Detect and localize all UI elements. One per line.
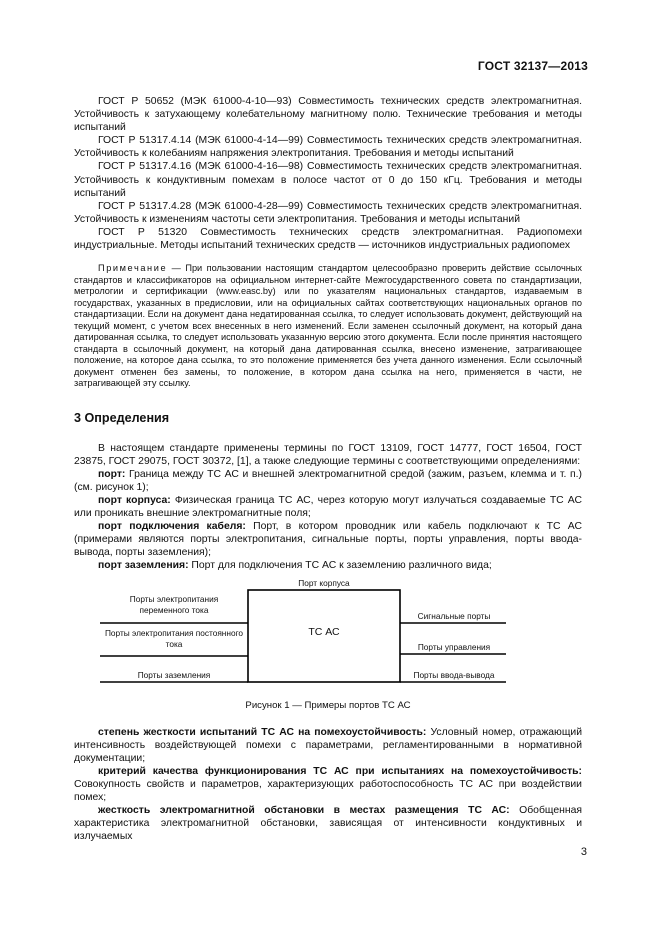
note-text: — При пользовании настоящим стандартом целесообразно проверить действие ссылочных стандартов и классификаторов на официальном интернет-сайте Межгосударственного совета по стандартизации, метрологии и сертификации (www.easc.by) или по указателям национальных стандартов, издаваемым в государствах, указанных в предисловии, или на официальных сайтах соответствующих национальных органов по стандартизации. Если на документ дана недатированная ссылка, то следует использовать документ, действующий на текущий момент, с учетом всех внесенных в него изменений. Если заменен ссылочный документ, на который дана датированная ссылка, то следует использовать указанную версию этого документа. Если после принятия настоящего стандарта в ссылочный документ, на который дана датированная ссылка, внесено изменение, затрагивающее положение, на которое дана ссылка, то это положение применяется без учета данного изменения. Если ссылочный документ отменен без замены, то положение, в котором дана ссылка на него, применяется в части, не затрагивающей эту ссылку. bbox=[74, 263, 582, 389]
note bbox=[74, 263, 582, 390]
enclosure-port-label: Порт корпуса bbox=[298, 577, 350, 588]
left-port-label: Порты заземления bbox=[137, 669, 211, 680]
right-port-label: Порты управления bbox=[417, 641, 491, 652]
definition bbox=[74, 804, 582, 843]
definition-term: жесткость электромагнитной обстановки в местах размещения ТС АС: bbox=[98, 805, 510, 817]
reference-entry: ГОСТ Р 51317.4.14 (МЭК 61000-4-14—99) Совместимость технических средств электромагнитная. Устойчивость к колебаниям напряжения электропитания. Требования и методы испытаний bbox=[74, 135, 582, 160]
definition bbox=[74, 520, 582, 559]
definition-text: Физическая граница ТС АС, через которую могут излучаться создаваемые ТС АС или проникать внешние электромагнитные поля; bbox=[74, 495, 582, 520]
definition bbox=[74, 468, 582, 494]
page-number: 3 bbox=[580, 846, 587, 858]
section-title: 3 Определения bbox=[74, 410, 170, 425]
reference-entry: ГОСТ Р 50652 (МЭК 61000-4-10—93) Совместимость технических средств электромагнитная. Устойчивость к затухающему колебательному магнитному полю. Технические требования и методы испытаний bbox=[74, 96, 582, 134]
definition-term: критерий качества функционирования ТС АС при испытаниях на помехоустойчивость: bbox=[98, 765, 582, 777]
definition bbox=[74, 494, 582, 520]
definition-text: Совокупность свойств и параметров, характеризующих работоспособность ТС АС при воздействии помех; bbox=[74, 779, 582, 804]
definition-term: порт подключения кабеля: bbox=[98, 521, 246, 533]
definition-text: Порт, в котором проводник или кабель подключают к ТС АС (примерами являются порты электропитания, сигнальные порты, порты управления, порты ввода-вывода, порты заземления); bbox=[74, 521, 583, 559]
left-port-label: Порты электропитания переменного тока bbox=[129, 593, 219, 615]
left-port-label: Порты электропитания постоянного тока bbox=[104, 627, 244, 649]
definition-term: порт: bbox=[98, 468, 126, 480]
figure-caption: Рисунок 1 — Примеры портов ТС АС bbox=[245, 699, 411, 711]
definition-term: порт корпуса: bbox=[98, 495, 171, 506]
definition bbox=[74, 726, 582, 765]
right-port-label: Порты ввода-вывода bbox=[413, 669, 495, 680]
definition-text: Обобщенная характеристика электромагнитной обстановки, зависящая от интенсивности кондуктивных и излучаемых bbox=[74, 805, 583, 843]
section-intro: В настоящем стандарте применены термины по ГОСТ 13109, ГОСТ 14777, ГОСТ 16504, ГОСТ 23875, ГОСТ 29075, ГОСТ 30372, [1], а также следующие термины с соответствующими определениями: bbox=[74, 442, 582, 467]
reference-entry: ГОСТ Р 51317.4.28 (МЭК 61000-4-28—99) Совместимость технических средств электромагнитная. Устойчивость к изменениям частоты сети электропитания. Требования и методы испытаний bbox=[74, 200, 582, 225]
ports-figure bbox=[74, 579, 582, 697]
definition-term: степень жесткости испытаний ТС АС на помехоустойчивость: bbox=[98, 726, 427, 738]
definition-text: Условный номер, отражающий интенсивность воздействующей помехи с параметрами, регламентированными в нормативной документации; bbox=[74, 726, 583, 764]
device-label: ТС АС bbox=[308, 625, 340, 638]
reference-entry: ГОСТ Р 51317.4.16 (МЭК 61000-4-16—98) Совместимость технических средств электромагнитная. Устойчивость к кондуктивным помехам в полосе частот от 0 до 150 кГц. Требования и методы испытаний bbox=[74, 161, 582, 199]
definition-term: порт заземления: bbox=[98, 560, 189, 572]
reference-entry: ГОСТ Р 51320 Совместимость технических средств электромагнитная. Радиопомехи индустриальные. Методы испытаний технических средств — источников индустриальных радиопомех bbox=[74, 226, 582, 252]
definition bbox=[74, 765, 582, 804]
definition-text: Порт для подключения ТС АС к заземлению различного вида; bbox=[188, 560, 492, 572]
definition-text: Граница между ТС АС и внешней электромагнитной средой (зажим, разъем, клемма и т. п.) (см. рисунок 1); bbox=[74, 468, 582, 493]
right-port-label: Сигнальные порты bbox=[417, 610, 491, 621]
page-content bbox=[74, 95, 582, 844]
document-code: ГОСТ 32137—2013 bbox=[477, 59, 588, 73]
definition bbox=[74, 559, 582, 572]
note-label: Примечание bbox=[98, 263, 168, 274]
